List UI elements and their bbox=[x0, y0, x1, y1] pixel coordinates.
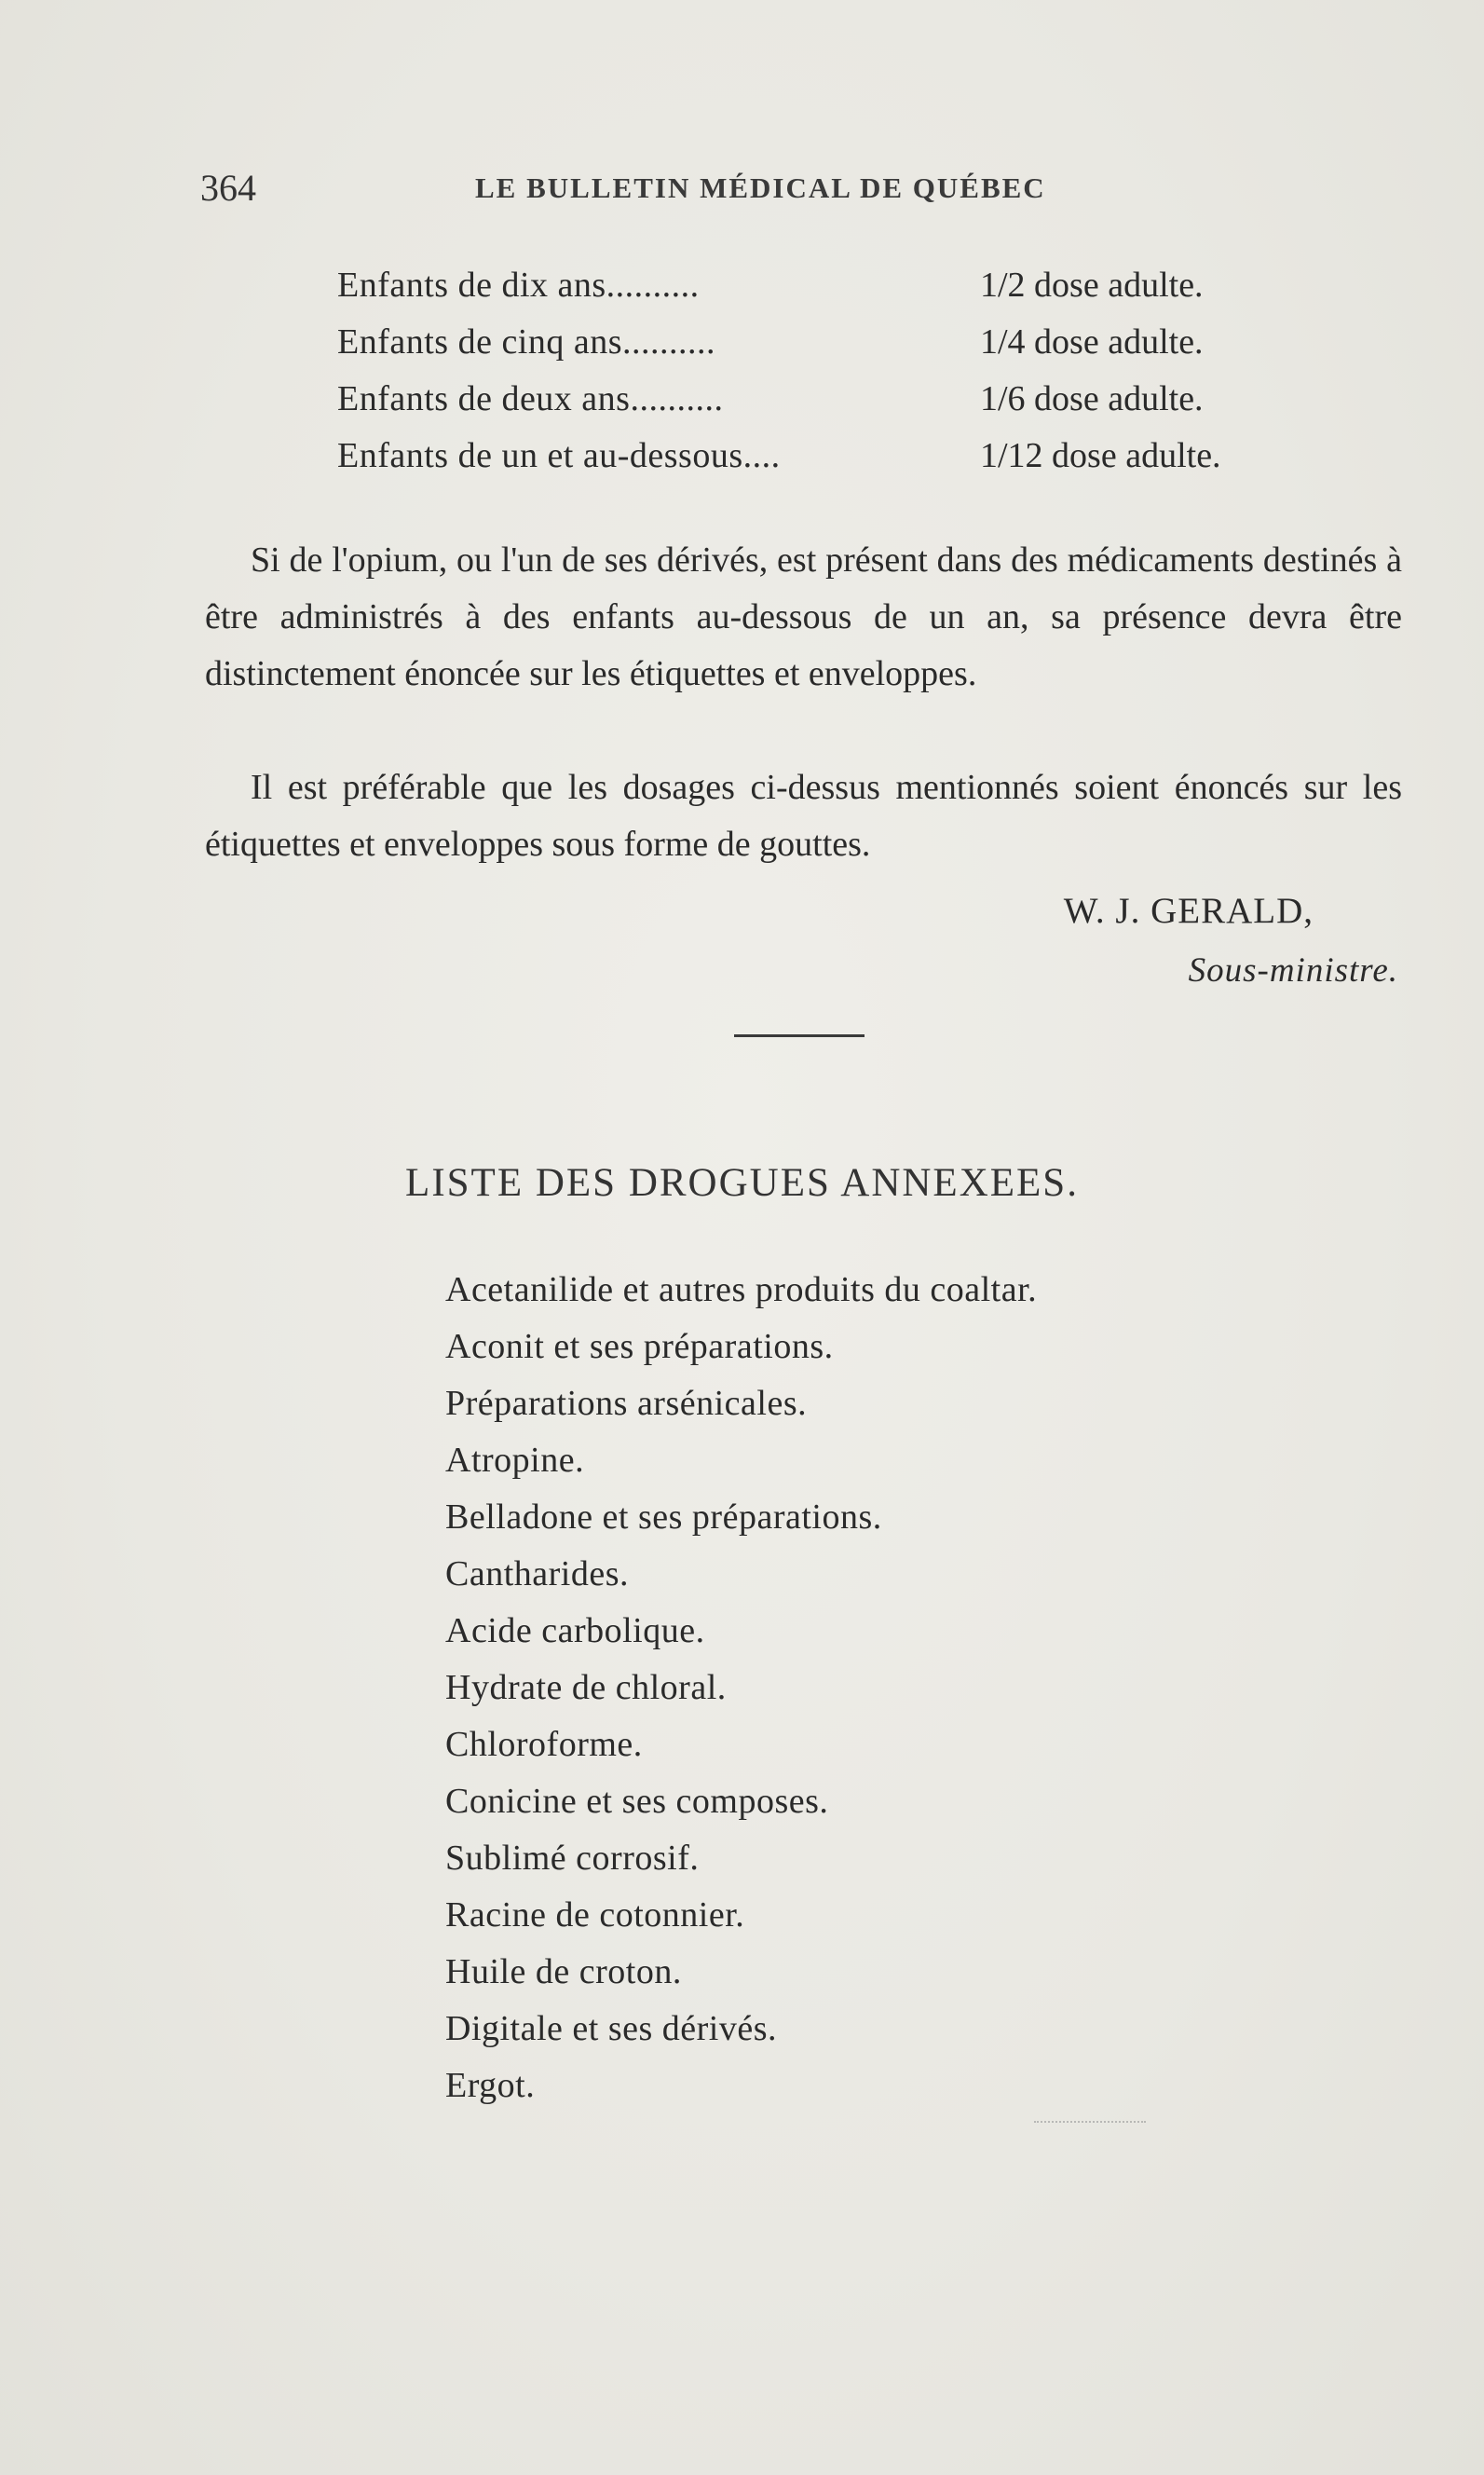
dose-label: Enfants de dix ans.......... bbox=[337, 266, 700, 305]
signature-title: Sous-ministre. bbox=[1188, 951, 1398, 990]
list-item: Belladone et ses préparations. bbox=[445, 1497, 882, 1537]
paragraph-opium-notice: Si de l'opium, ou l'un de ses dérivés, est présent dans des médicaments destinés à être administrés à des enfants au-dessous de un an, sa présence devra être distinctement énoncée sur les étiquettes et enveloppes. bbox=[205, 540, 1402, 693]
list-item: Conicine et ses composes. bbox=[445, 1782, 829, 1821]
list-item: Chloroforme. bbox=[445, 1725, 643, 1764]
list-item: Ergot. bbox=[445, 2066, 536, 2105]
dose-row bbox=[337, 265, 1278, 321]
dose-value: 1/4 dose adulte. bbox=[980, 322, 1204, 362]
drug-list bbox=[445, 1269, 1037, 2122]
section-divider bbox=[734, 1034, 865, 1037]
list-item: Atropine. bbox=[445, 1441, 585, 1480]
dose-value: 1/6 dose adulte. bbox=[980, 379, 1204, 418]
list-item: Digitale et ses dérivés. bbox=[445, 2009, 778, 2048]
dose-label: Enfants de cinq ans.......... bbox=[337, 322, 716, 362]
dose-row bbox=[337, 321, 1278, 378]
list-item: Hydrate de chloral. bbox=[445, 1668, 727, 1707]
running-head: LE BULLETIN MÉDICAL DE QUÉBEC bbox=[475, 171, 1046, 204]
list-item: Acide carbolique. bbox=[445, 1611, 705, 1650]
section-title: LISTE DES DROGUES ANNEXEES. bbox=[405, 1161, 1079, 1205]
ink-smudge bbox=[1034, 2113, 1146, 2123]
paragraph-dosage-drops: Il est préférable que les dosages ci-dessus mentionnés soient énoncés sur les étiquettes et enveloppes sous forme de gouttes. bbox=[205, 768, 1402, 864]
dose-label: Enfants de deux ans.......... bbox=[337, 379, 724, 418]
list-item: Acetanilide et autres produits du coaltar. bbox=[445, 1270, 1038, 1309]
list-item: Sublimé corrosif. bbox=[445, 1839, 700, 1878]
dose-row bbox=[337, 378, 1278, 435]
list-item: Aconit et ses préparations. bbox=[445, 1327, 834, 1366]
page-number: 364 bbox=[200, 167, 256, 209]
dose-label: Enfants de un et au-dessous.... bbox=[337, 436, 781, 475]
dose-value: 1/12 dose adulte. bbox=[980, 436, 1221, 475]
list-item: Huile de croton. bbox=[445, 1952, 682, 1991]
dose-value: 1/2 dose adulte. bbox=[980, 266, 1204, 305]
list-item: Racine de cotonnier. bbox=[445, 1895, 745, 1935]
dose-row bbox=[337, 435, 1278, 492]
list-item: Cantharides. bbox=[445, 1554, 630, 1593]
list-item: Préparations arsénicales. bbox=[445, 1384, 808, 1423]
dose-table bbox=[337, 265, 1278, 492]
page-header bbox=[200, 166, 1402, 212]
signature-name: W. J. GERALD, bbox=[1063, 891, 1314, 931]
